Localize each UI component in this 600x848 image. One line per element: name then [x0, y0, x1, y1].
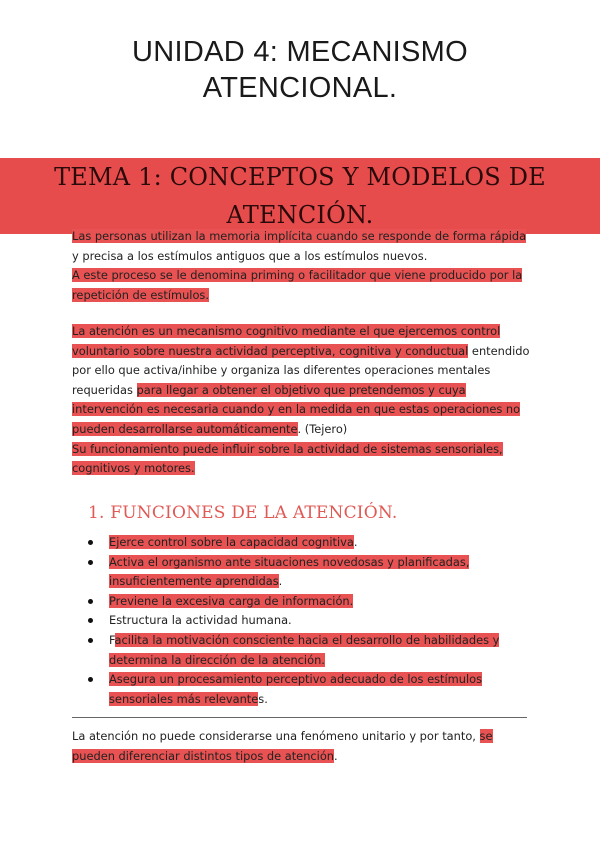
- plain-text: .: [278, 574, 283, 589]
- highlighted-text: Previene la excesiva carga de información.: [109, 593, 354, 608]
- divider: [72, 717, 527, 718]
- list-item: [88, 592, 532, 612]
- highlighted-text: Asegura un procesamiento perceptivo adecuado de los estímulos sensoriales más relevante: [109, 672, 483, 706]
- unit-title: [0, 34, 600, 106]
- highlighted-text: A este proceso se le denomina priming o facilitador que viene producido por la repetición de estímulos.: [72, 268, 523, 302]
- list-item: [88, 670, 532, 709]
- unit-title-line-2: ATENCIONAL.: [202, 72, 398, 104]
- paragraph-priming: [72, 227, 532, 305]
- plain-text: .: [334, 748, 338, 763]
- plain-text: La atención no puede considerarse una fenómeno unitario y por tanto,: [72, 729, 480, 743]
- unit-title-line-1: UNIDAD 4: MECANISMO: [131, 36, 468, 68]
- list-item: [88, 553, 532, 592]
- list-item: [88, 631, 532, 670]
- highlighted-text: para llegar a obtener el objetivo que pretendemos y cuya intervención es necesaria cuando y en la medida en que estas operaciones no pueden desarrollarse automáticamente: [72, 382, 521, 436]
- highlighted-text: acilita la motivación consciente hacia el desarrollo de habilidades y determina la dirección de la atención.: [109, 632, 500, 667]
- highlighted-text: La atención es un mecanismo cognitivo mediante el que ejercemos control voluntario sobre nuestra actividad perceptiva, cognitiva y conductual: [72, 324, 501, 358]
- highlighted-text: Las personas utilizan la memoria implícita cuando se responde de forma rápida: [72, 229, 527, 243]
- section-heading-functions: 1. FUNCIONES DE LA ATENCIÓN.: [88, 503, 398, 523]
- highlighted-text: Activa el organismo ante situaciones novedosas y planificadas, insuficientemente aprendidas: [109, 554, 470, 589]
- functions-list: [88, 533, 532, 709]
- plain-text: entendido por ello que activa/inhibe y organiza las diferentes operaciones mentales requeridas: [72, 343, 530, 397]
- plain-text: F: [109, 632, 115, 647]
- bullet-icon: [88, 560, 93, 565]
- list-item: [88, 533, 532, 553]
- bullet-icon: [88, 618, 93, 623]
- highlighted-text: Ejerce control sobre la capacidad cognitiva: [109, 535, 354, 549]
- plain-text: .: [353, 535, 358, 549]
- highlighted-text: Su funcionamiento puede influir sobre la actividad de sistemas sensoriales, cognitivos y motores.: [72, 441, 503, 476]
- bullet-icon: [88, 638, 93, 643]
- tema-title-wrapper: [0, 158, 600, 234]
- highlighted-text: se pueden diferenciar distintos tipos de atención: [72, 729, 493, 763]
- tema-title: TEMA 1: CONCEPTOS Y MODELOS DE ATENCIÓN.: [0, 158, 600, 234]
- plain-text: Estructura la actividad humana.: [109, 613, 292, 628]
- paragraph-attention-types: [72, 727, 532, 766]
- bullet-icon: [88, 677, 93, 682]
- bullet-icon: [88, 599, 93, 604]
- plain-text: s.: [258, 691, 268, 706]
- paragraph-attention-definition: [72, 322, 532, 479]
- plain-text: y precisa a los estímulos antiguos que a los estímulos nuevos.: [72, 248, 428, 263]
- bullet-icon: [88, 540, 93, 545]
- plain-text: . (Tejero): [297, 421, 348, 436]
- list-item: [88, 611, 532, 631]
